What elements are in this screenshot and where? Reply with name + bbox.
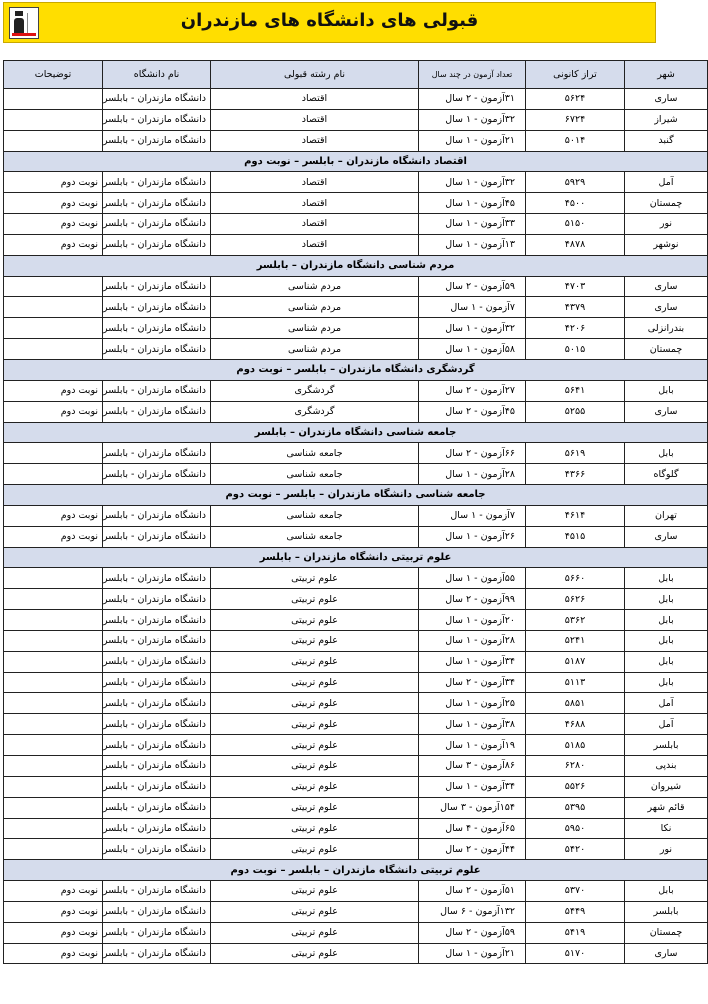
cell-score: ۵۶۴۱	[526, 380, 625, 401]
cell-exams: ۲۷آزمون - ۲ سال	[419, 380, 526, 401]
section-title: علوم تربیتی دانشگاه مازندران – بابلسر – نوبت دوم	[4, 860, 708, 881]
cell-exams: ۲۸آزمون - ۱ سال	[419, 630, 526, 651]
cell-university: دانشگاه مازندران - بابلسر	[103, 130, 211, 151]
cell-notes	[4, 818, 103, 839]
cell-score: ۵۲۴۱	[526, 630, 625, 651]
cell-university: دانشگاه مازندران - بابلسر	[103, 214, 211, 235]
cell-city: بابل	[625, 380, 708, 401]
cell-university: دانشگاه مازندران - بابلسر	[103, 443, 211, 464]
table-row	[4, 526, 708, 547]
cell-exams: ۳۸آزمون - ۱ سال	[419, 714, 526, 735]
cell-city: ساری	[625, 401, 708, 422]
cell-university: دانشگاه مازندران - بابلسر	[103, 526, 211, 547]
cell-major: علوم تربیتی	[211, 881, 419, 902]
cell-exams: ۲۶آزمون - ۱ سال	[419, 526, 526, 547]
cell-score: ۶۲۸۰	[526, 756, 625, 777]
cell-major: اقتصاد	[211, 130, 419, 151]
cell-exams: ۵۱آزمون - ۲ سال	[419, 881, 526, 902]
cell-major: علوم تربیتی	[211, 839, 419, 860]
cell-exams: ۲۰آزمون - ۱ سال	[419, 610, 526, 631]
cell-notes	[4, 756, 103, 777]
cell-score: ۵۴۱۹	[526, 922, 625, 943]
cell-city: بابل	[625, 443, 708, 464]
cell-university: دانشگاه مازندران - بابلسر	[103, 318, 211, 339]
table-row	[4, 318, 708, 339]
cell-major: گردشگری	[211, 380, 419, 401]
table-body	[4, 89, 708, 964]
cell-exams: ۲۵آزمون - ۱ سال	[419, 693, 526, 714]
cell-major: اقتصاد	[211, 89, 419, 110]
cell-major: علوم تربیتی	[211, 735, 419, 756]
cell-exams: ۱۵۴آزمون - ۳ سال	[419, 797, 526, 818]
cell-exams: ۲۸آزمون - ۱ سال	[419, 464, 526, 485]
table-row	[4, 214, 708, 235]
section-header-row	[4, 255, 708, 276]
header-exams: تعداد آزمون در چند سال	[419, 61, 526, 89]
cell-score: ۴۷۰۳	[526, 276, 625, 297]
table-row	[4, 89, 708, 110]
cell-university: دانشگاه مازندران - بابلسر	[103, 380, 211, 401]
cell-city: ساری	[625, 89, 708, 110]
table-row	[4, 630, 708, 651]
cell-score: ۵۱۵۰	[526, 214, 625, 235]
section-header-row	[4, 359, 708, 380]
cell-major: اقتصاد	[211, 193, 419, 214]
cell-score: ۶۷۲۴	[526, 109, 625, 130]
cell-university: دانشگاه مازندران - بابلسر	[103, 568, 211, 589]
cell-score: ۵۸۵۱	[526, 693, 625, 714]
cell-major: علوم تربیتی	[211, 714, 419, 735]
section-title: علوم تربیتی دانشگاه مازندران – بابلسر	[4, 547, 708, 568]
cell-university: دانشگاه مازندران - بابلسر	[103, 651, 211, 672]
cell-major: جامعه شناسی	[211, 526, 419, 547]
cell-major: علوم تربیتی	[211, 901, 419, 922]
cell-city: آمل	[625, 714, 708, 735]
table-row	[4, 735, 708, 756]
cell-score: ۵۱۸۵	[526, 735, 625, 756]
cell-city: ساری	[625, 297, 708, 318]
cell-score: ۵۳۷۰	[526, 881, 625, 902]
cell-city: بندپی	[625, 756, 708, 777]
cell-university: دانشگاه مازندران - بابلسر	[103, 818, 211, 839]
cell-city: ساری	[625, 276, 708, 297]
title-banner	[3, 2, 656, 43]
cell-major: علوم تربیتی	[211, 776, 419, 797]
header-score: تراز کانونی	[526, 61, 625, 89]
header-city: شهر	[625, 61, 708, 89]
cell-notes	[4, 651, 103, 672]
cell-score: ۴۳۶۶	[526, 464, 625, 485]
cell-notes	[4, 464, 103, 485]
table-row	[4, 693, 708, 714]
cell-score: ۴۲۰۶	[526, 318, 625, 339]
cell-notes: نوبت دوم	[4, 401, 103, 422]
cell-major: علوم تربیتی	[211, 756, 419, 777]
header-notes: توضیحات	[4, 61, 103, 89]
admissions-table	[3, 60, 708, 964]
section-header-row	[4, 485, 708, 506]
header-university: نام دانشگاه	[103, 61, 211, 89]
cell-major: علوم تربیتی	[211, 610, 419, 631]
section-title: جامعه شناسی دانشگاه مازندران – بابلسر – نوبت دوم	[4, 485, 708, 506]
cell-major: علوم تربیتی	[211, 797, 419, 818]
cell-major: مردم شناسی	[211, 318, 419, 339]
cell-notes	[4, 610, 103, 631]
cell-major: اقتصاد	[211, 109, 419, 130]
table-row	[4, 610, 708, 631]
cell-exams: ۳۲آزمون - ۱ سال	[419, 318, 526, 339]
cell-city: بابلسر	[625, 735, 708, 756]
cell-university: دانشگاه مازندران - بابلسر	[103, 943, 211, 964]
table-row	[4, 839, 708, 860]
cell-exams: ۳۲آزمون - ۱ سال	[419, 172, 526, 193]
cell-university: دانشگاه مازندران - بابلسر	[103, 610, 211, 631]
cell-score: ۵۰۱۵	[526, 339, 625, 360]
cell-city: شیروان	[625, 776, 708, 797]
section-header-row	[4, 860, 708, 881]
cell-notes: نوبت دوم	[4, 922, 103, 943]
cell-notes	[4, 839, 103, 860]
cell-university: دانشگاه مازندران - بابلسر	[103, 339, 211, 360]
cell-university: دانشگاه مازندران - بابلسر	[103, 776, 211, 797]
cell-university: دانشگاه مازندران - بابلسر	[103, 714, 211, 735]
cell-exams: ۵۹آزمون - ۲ سال	[419, 922, 526, 943]
cell-city: بابل	[625, 651, 708, 672]
cell-city: گلوگاه	[625, 464, 708, 485]
cell-exams: ۳۱آزمون - ۲ سال	[419, 89, 526, 110]
cell-university: دانشگاه مازندران - بابلسر	[103, 589, 211, 610]
cell-city: آمل	[625, 172, 708, 193]
cell-major: مردم شناسی	[211, 339, 419, 360]
cell-notes: نوبت دوم	[4, 505, 103, 526]
cell-city: قائم شهر	[625, 797, 708, 818]
cell-notes: نوبت دوم	[4, 193, 103, 214]
cell-major: اقتصاد	[211, 234, 419, 255]
table-row	[4, 776, 708, 797]
cell-exams: ۳۴آزمون - ۱ سال	[419, 776, 526, 797]
cell-score: ۴۵۱۵	[526, 526, 625, 547]
cell-city: چمستان	[625, 922, 708, 943]
cell-score: ۵۹۵۰	[526, 818, 625, 839]
cell-major: گردشگری	[211, 401, 419, 422]
cell-city: نوشهر	[625, 234, 708, 255]
cell-notes	[4, 776, 103, 797]
cell-exams: ۵۸آزمون - ۱ سال	[419, 339, 526, 360]
cell-notes	[4, 672, 103, 693]
table-row	[4, 881, 708, 902]
table-row	[4, 756, 708, 777]
cell-city: ساری	[625, 526, 708, 547]
section-header-row	[4, 151, 708, 172]
cell-score: ۵۶۲۶	[526, 589, 625, 610]
cell-university: دانشگاه مازندران - بابلسر	[103, 922, 211, 943]
cell-score: ۴۳۷۹	[526, 297, 625, 318]
table-row	[4, 797, 708, 818]
cell-city: بندرانزلی	[625, 318, 708, 339]
cell-exams: ۷آزمون - ۱ سال	[419, 297, 526, 318]
page-title: قبولی های دانشگاه های مازندران	[180, 10, 479, 31]
cell-university: دانشگاه مازندران - بابلسر	[103, 756, 211, 777]
cell-exams: ۴۵آزمون - ۱ سال	[419, 193, 526, 214]
table-row	[4, 234, 708, 255]
cell-city: نکا	[625, 818, 708, 839]
cell-notes: نوبت دوم	[4, 172, 103, 193]
section-header-row	[4, 547, 708, 568]
cell-notes: نوبت دوم	[4, 526, 103, 547]
cell-exams: ۲۱آزمون - ۱ سال	[419, 130, 526, 151]
cell-major: مردم شناسی	[211, 297, 419, 318]
cell-score: ۴۶۱۴	[526, 505, 625, 526]
table-row	[4, 901, 708, 922]
cell-university: دانشگاه مازندران - بابلسر	[103, 881, 211, 902]
table-row	[4, 818, 708, 839]
cell-exams: ۴۴آزمون - ۲ سال	[419, 839, 526, 860]
cell-notes	[4, 276, 103, 297]
cell-major: مردم شناسی	[211, 276, 419, 297]
table-row	[4, 297, 708, 318]
table-row	[4, 651, 708, 672]
cell-score: ۵۱۷۰	[526, 943, 625, 964]
cell-score: ۵۶۲۴	[526, 89, 625, 110]
cell-notes	[4, 693, 103, 714]
cell-notes	[4, 735, 103, 756]
cell-major: جامعه شناسی	[211, 443, 419, 464]
cell-major: علوم تربیتی	[211, 818, 419, 839]
cell-exams: ۳۴آزمون - ۲ سال	[419, 672, 526, 693]
cell-notes: نوبت دوم	[4, 214, 103, 235]
cell-score: ۵۰۱۴	[526, 130, 625, 151]
cell-major: علوم تربیتی	[211, 651, 419, 672]
cell-score: ۵۵۲۶	[526, 776, 625, 797]
table-row	[4, 276, 708, 297]
cell-notes	[4, 443, 103, 464]
table-row	[4, 443, 708, 464]
table-row	[4, 505, 708, 526]
cell-score: ۵۴۴۹	[526, 901, 625, 922]
cell-score: ۵۲۵۵	[526, 401, 625, 422]
cell-university: دانشگاه مازندران - بابلسر	[103, 464, 211, 485]
cell-major: علوم تربیتی	[211, 630, 419, 651]
cell-notes	[4, 797, 103, 818]
section-header-row	[4, 422, 708, 443]
cell-notes: نوبت دوم	[4, 234, 103, 255]
cell-notes	[4, 714, 103, 735]
cell-major: علوم تربیتی	[211, 922, 419, 943]
table-row	[4, 464, 708, 485]
cell-university: دانشگاه مازندران - بابلسر	[103, 672, 211, 693]
cell-score: ۵۳۶۲	[526, 610, 625, 631]
table-row	[4, 589, 708, 610]
section-title: جامعه شناسی دانشگاه مازندران – بابلسر	[4, 422, 708, 443]
section-title: اقتصاد دانشگاه مازندران – بابلسر – نوبت دوم	[4, 151, 708, 172]
cell-university: دانشگاه مازندران - بابلسر	[103, 234, 211, 255]
cell-score: ۴۶۸۸	[526, 714, 625, 735]
cell-notes: نوبت دوم	[4, 380, 103, 401]
cell-city: چمستان	[625, 339, 708, 360]
cell-city: شیراز	[625, 109, 708, 130]
table-row	[4, 568, 708, 589]
cell-university: دانشگاه مازندران - بابلسر	[103, 193, 211, 214]
cell-university: دانشگاه مازندران - بابلسر	[103, 630, 211, 651]
cell-exams: ۳۲آزمون - ۱ سال	[419, 109, 526, 130]
cell-score: ۵۹۲۹	[526, 172, 625, 193]
table-row	[4, 339, 708, 360]
table-row	[4, 714, 708, 735]
cell-city: بابل	[625, 589, 708, 610]
table-row	[4, 172, 708, 193]
cell-city: بابلسر	[625, 901, 708, 922]
cell-major: اقتصاد	[211, 214, 419, 235]
cell-notes	[4, 568, 103, 589]
cell-university: دانشگاه مازندران - بابلسر	[103, 839, 211, 860]
cell-exams: ۵۹آزمون - ۲ سال	[419, 276, 526, 297]
table-row	[4, 130, 708, 151]
cell-major: جامعه شناسی	[211, 505, 419, 526]
table-row	[4, 943, 708, 964]
cell-notes	[4, 89, 103, 110]
table-row	[4, 922, 708, 943]
header-major: نام رشته قبولی	[211, 61, 419, 89]
cell-major: علوم تربیتی	[211, 943, 419, 964]
cell-exams: ۴۵آزمون - ۲ سال	[419, 401, 526, 422]
cell-notes	[4, 297, 103, 318]
cell-city: بابل	[625, 610, 708, 631]
cell-university: دانشگاه مازندران - بابلسر	[103, 109, 211, 130]
cell-exams: ۲۱آزمون - ۱ سال	[419, 943, 526, 964]
cell-exams: ۵۵آزمون - ۱ سال	[419, 568, 526, 589]
cell-notes: نوبت دوم	[4, 881, 103, 902]
cell-city: چمستان	[625, 193, 708, 214]
cell-university: دانشگاه مازندران - بابلسر	[103, 276, 211, 297]
cell-university: دانشگاه مازندران - بابلسر	[103, 693, 211, 714]
table-row	[4, 401, 708, 422]
cell-city: بابل	[625, 881, 708, 902]
cell-city: ساری	[625, 943, 708, 964]
cell-city: نور	[625, 839, 708, 860]
cell-city: نور	[625, 214, 708, 235]
cell-notes: نوبت دوم	[4, 901, 103, 922]
cell-university: دانشگاه مازندران - بابلسر	[103, 505, 211, 526]
cell-score: ۵۱۱۳	[526, 672, 625, 693]
cell-major: علوم تربیتی	[211, 568, 419, 589]
table-row	[4, 380, 708, 401]
cell-exams: ۸۶آزمون - ۳ سال	[419, 756, 526, 777]
cell-university: دانشگاه مازندران - بابلسر	[103, 89, 211, 110]
cell-city: آمل	[625, 693, 708, 714]
cell-score: ۵۱۸۷	[526, 651, 625, 672]
cell-exams: ۶۵آزمون - ۴ سال	[419, 818, 526, 839]
cell-city: بابل	[625, 568, 708, 589]
cell-score: ۴۵۰۰	[526, 193, 625, 214]
cell-notes	[4, 130, 103, 151]
section-title: مردم شناسی دانشگاه مازندران – بابلسر	[4, 255, 708, 276]
cell-exams: ۳۳آزمون - ۱ سال	[419, 214, 526, 235]
cell-score: ۵۴۲۰	[526, 839, 625, 860]
cell-score: ۵۶۱۹	[526, 443, 625, 464]
cell-university: دانشگاه مازندران - بابلسر	[103, 401, 211, 422]
section-title: گردشگری دانشگاه مازندران – بابلسر – نوبت دوم	[4, 359, 708, 380]
cell-university: دانشگاه مازندران - بابلسر	[103, 735, 211, 756]
cell-notes	[4, 339, 103, 360]
cell-notes	[4, 109, 103, 130]
cell-major: علوم تربیتی	[211, 693, 419, 714]
cell-city: بابل	[625, 630, 708, 651]
cell-score: ۴۸۷۸	[526, 234, 625, 255]
table-row	[4, 672, 708, 693]
cell-notes	[4, 589, 103, 610]
cell-city: گنبد	[625, 130, 708, 151]
cell-notes	[4, 318, 103, 339]
cell-city: تهران	[625, 505, 708, 526]
cell-exams: ۱۹آزمون - ۱ سال	[419, 735, 526, 756]
cell-city: بابل	[625, 672, 708, 693]
cell-notes	[4, 630, 103, 651]
cell-university: دانشگاه مازندران - بابلسر	[103, 297, 211, 318]
cell-major: اقتصاد	[211, 172, 419, 193]
cell-major: علوم تربیتی	[211, 672, 419, 693]
table-row	[4, 193, 708, 214]
cell-exams: ۳۴آزمون - ۱ سال	[419, 651, 526, 672]
cell-major: علوم تربیتی	[211, 589, 419, 610]
table-header-row	[4, 61, 708, 89]
cell-score: ۵۳۹۵	[526, 797, 625, 818]
cell-notes: نوبت دوم	[4, 943, 103, 964]
cell-university: دانشگاه مازندران - بابلسر	[103, 172, 211, 193]
cell-exams: ۱۳۲آزمون - ۶ سال	[419, 901, 526, 922]
cell-exams: ۹۹آزمون - ۲ سال	[419, 589, 526, 610]
cell-exams: ۱۳آزمون - ۱ سال	[419, 234, 526, 255]
cell-score: ۵۶۶۰	[526, 568, 625, 589]
cell-university: دانشگاه مازندران - بابلسر	[103, 901, 211, 922]
table-row	[4, 109, 708, 130]
cell-exams: ۶۶آزمون - ۲ سال	[419, 443, 526, 464]
cell-exams: ۷آزمون - ۱ سال	[419, 505, 526, 526]
cell-major: جامعه شناسی	[211, 464, 419, 485]
cell-university: دانشگاه مازندران - بابلسر	[103, 797, 211, 818]
